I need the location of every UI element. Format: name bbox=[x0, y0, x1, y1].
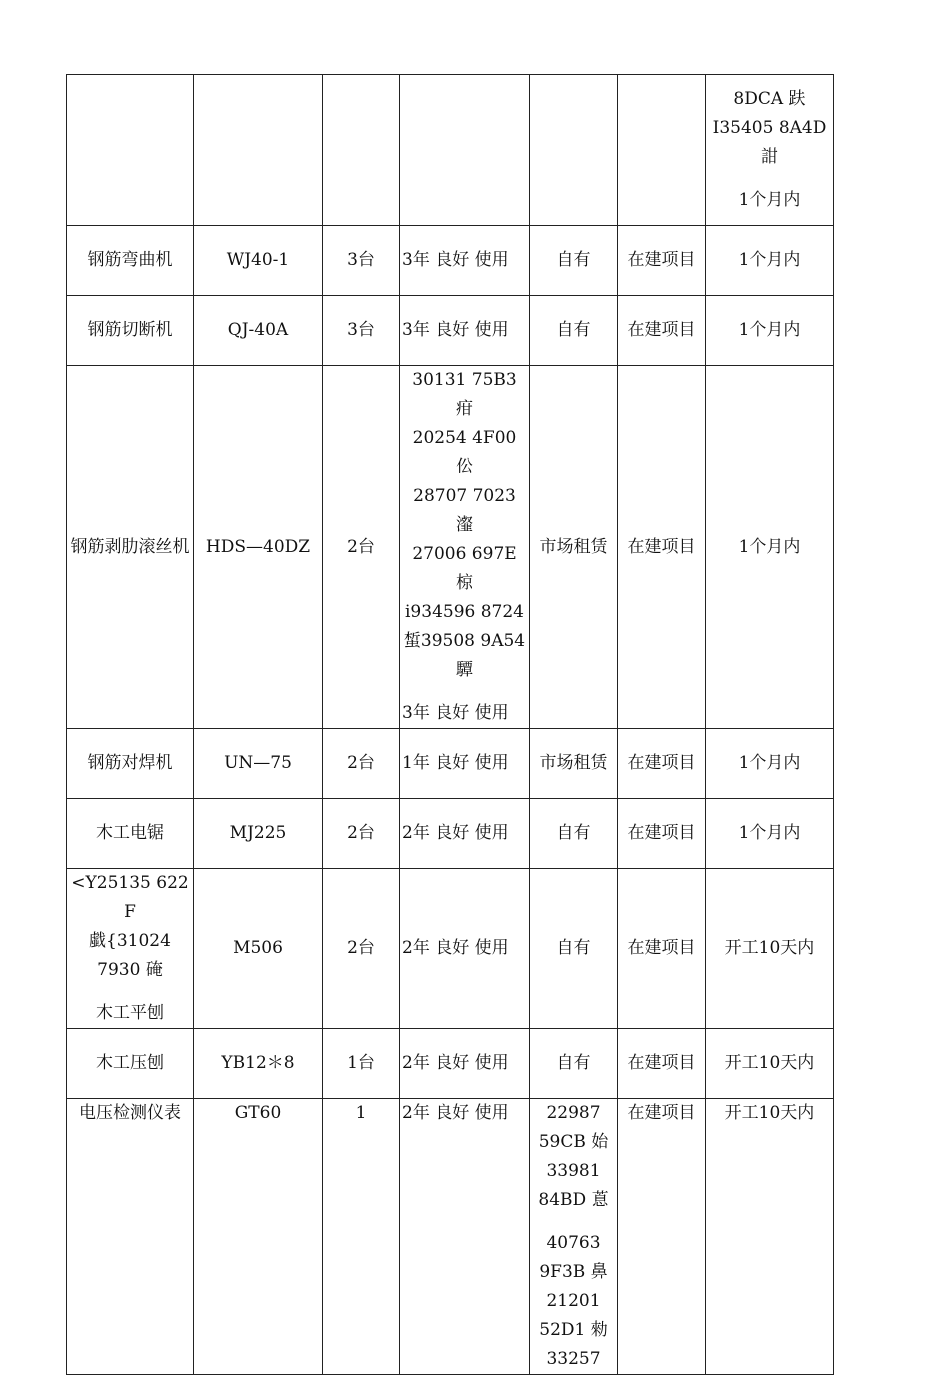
cell-time-line: 8DCA 趺 bbox=[733, 89, 806, 109]
cell-location: 在建项目 bbox=[618, 366, 706, 729]
cell-source-line: 40763 bbox=[546, 1233, 601, 1253]
cell-name: 电压检测仪表 bbox=[67, 1099, 194, 1375]
table-row bbox=[67, 75, 834, 226]
cell-source bbox=[530, 75, 618, 226]
cell-condition-line: 蜤39508 9A54 bbox=[403, 631, 526, 651]
table-row bbox=[67, 799, 834, 869]
cell-source: 自有 bbox=[530, 799, 618, 869]
cell-condition-line: i934596 8724 bbox=[405, 602, 524, 622]
cell-condition-line: 30131 75B3 疳 bbox=[412, 370, 517, 419]
table-row bbox=[67, 1029, 834, 1099]
cell-source bbox=[530, 1099, 618, 1375]
table-row bbox=[67, 869, 834, 1029]
cell-model: WJ40-1 bbox=[194, 226, 323, 296]
cell-name: 钢筋剥肋滚丝机 bbox=[67, 366, 194, 729]
cell-time bbox=[706, 75, 834, 226]
cell-source: 自有 bbox=[530, 226, 618, 296]
cell-location bbox=[618, 75, 706, 226]
table-row bbox=[67, 366, 834, 729]
cell-name-extra: 木工平刨 bbox=[96, 1003, 164, 1023]
cell-time-line: 詌 bbox=[761, 147, 778, 167]
table-row bbox=[67, 729, 834, 799]
cell-name: 钢筋弯曲机 bbox=[67, 226, 194, 296]
cell-time: 开工10天内 bbox=[706, 1099, 834, 1375]
cell-qty: 3台 bbox=[323, 296, 400, 366]
cell-condition: 2年 良好 使用 bbox=[400, 799, 530, 869]
cell-source-line: 33981 bbox=[546, 1161, 601, 1181]
cell-condition: 1年 良好 使用 bbox=[400, 729, 530, 799]
cell-time: 1个月内 bbox=[706, 799, 834, 869]
cell-source-line: 33257 bbox=[546, 1349, 601, 1369]
cell-condition: 3年 良好 使用 bbox=[400, 226, 530, 296]
cell-model: QJ-40A bbox=[194, 296, 323, 366]
cell-source-line: 21201 bbox=[546, 1291, 601, 1311]
cell-qty: 2台 bbox=[323, 366, 400, 729]
cell-source: 自有 bbox=[530, 869, 618, 1029]
cell-source: 自有 bbox=[530, 296, 618, 366]
table-row bbox=[67, 296, 834, 366]
cell-condition: 2年 良好 使用 bbox=[400, 1099, 530, 1375]
cell-model: GT60 bbox=[194, 1099, 323, 1375]
cell-source-line: 84BD 蒠 bbox=[538, 1190, 609, 1210]
cell-name: 钢筋切断机 bbox=[67, 296, 194, 366]
cell-condition bbox=[400, 75, 530, 226]
cell-name-line: 7930 硽 bbox=[97, 960, 163, 980]
cell-qty: 2台 bbox=[323, 729, 400, 799]
cell-time: 1个月内 bbox=[706, 729, 834, 799]
cell-name-line: <Y25135 622F bbox=[71, 873, 189, 922]
cell-location: 在建项目 bbox=[618, 799, 706, 869]
cell-condition-line: 20254 4F00 伀 bbox=[412, 428, 517, 477]
cell-condition-line: 驔 bbox=[456, 660, 473, 680]
cell-condition: 2年 良好 使用 bbox=[400, 869, 530, 1029]
cell-source: 市场租赁 bbox=[530, 366, 618, 729]
cell-time: 开工10天内 bbox=[706, 869, 834, 1029]
table-row bbox=[67, 226, 834, 296]
cell-location: 在建项目 bbox=[618, 1099, 706, 1375]
cell-location: 在建项目 bbox=[618, 296, 706, 366]
cell-time: 1个月内 bbox=[706, 296, 834, 366]
cell-name: 钢筋对焊机 bbox=[67, 729, 194, 799]
cell-qty bbox=[323, 75, 400, 226]
cell-source: 自有 bbox=[530, 1029, 618, 1099]
cell-qty: 2台 bbox=[323, 869, 400, 1029]
cell-source-line: 52D1 勑 bbox=[539, 1320, 608, 1340]
cell-source-line: 22987 bbox=[546, 1103, 601, 1123]
cell-model: M506 bbox=[194, 869, 323, 1029]
cell-location: 在建项目 bbox=[618, 869, 706, 1029]
cell-name: 木工压刨 bbox=[67, 1029, 194, 1099]
cell-condition: 3年 良好 使用 bbox=[400, 296, 530, 366]
cell-condition-extra: 3年 良好 使用 bbox=[402, 703, 509, 723]
cell-qty: 1台 bbox=[323, 1029, 400, 1099]
cell-model: UN—75 bbox=[194, 729, 323, 799]
cell-time-line: I35405 8A4D bbox=[712, 118, 827, 138]
cell-condition bbox=[400, 366, 530, 729]
cell-location: 在建项目 bbox=[618, 729, 706, 799]
equipment-table bbox=[66, 74, 834, 1375]
table-row bbox=[67, 1099, 834, 1375]
cell-condition: 2年 良好 使用 bbox=[400, 1029, 530, 1099]
cell-qty: 3台 bbox=[323, 226, 400, 296]
cell-source: 市场租赁 bbox=[530, 729, 618, 799]
cell-source-line: 59CB 始 bbox=[538, 1132, 609, 1152]
cell-time: 1个月内 bbox=[706, 226, 834, 296]
cell-qty: 1 bbox=[323, 1099, 400, 1375]
cell-condition-line: 27006 697E 椋 bbox=[412, 544, 517, 593]
cell-model: HDS—40DZ bbox=[194, 366, 323, 729]
cell-qty: 2台 bbox=[323, 799, 400, 869]
cell-time-extra: 1个月内 bbox=[738, 190, 801, 210]
cell-model: MJ225 bbox=[194, 799, 323, 869]
cell-location: 在建项目 bbox=[618, 1029, 706, 1099]
cell-model bbox=[194, 75, 323, 226]
cell-name bbox=[67, 75, 194, 226]
cell-name bbox=[67, 869, 194, 1029]
cell-source-line: 9F3B 鼻 bbox=[539, 1262, 608, 1282]
cell-location: 在建项目 bbox=[618, 226, 706, 296]
cell-name-line: 戱{31024 bbox=[89, 931, 171, 951]
cell-model: YB12＊8 bbox=[194, 1029, 323, 1099]
cell-time: 1个月内 bbox=[706, 366, 834, 729]
cell-condition-line: 28707 7023 瀣 bbox=[413, 486, 516, 535]
cell-name: 木工电锯 bbox=[67, 799, 194, 869]
cell-time: 开工10天内 bbox=[706, 1029, 834, 1099]
